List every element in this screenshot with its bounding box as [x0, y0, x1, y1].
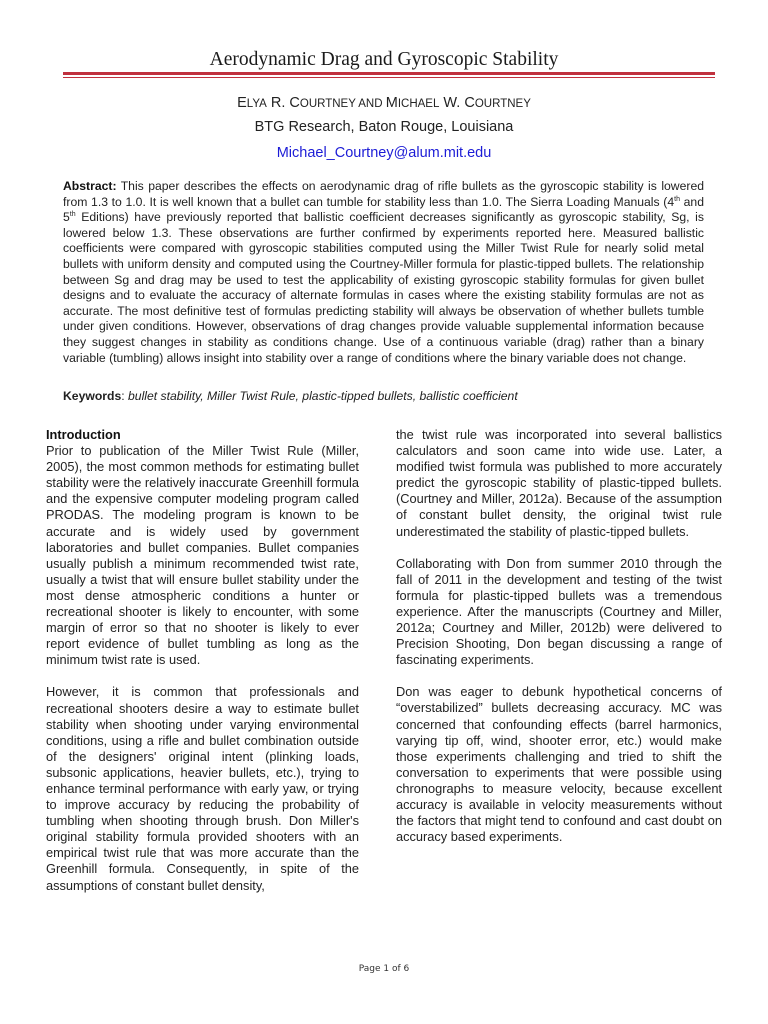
- keywords-label: Keywords: [63, 389, 122, 403]
- page-number: Page 1 of 6: [358, 964, 410, 974]
- abstract-label: Abstract:: [63, 179, 117, 193]
- author-line: ELYA R. COURTNEY AND MICHAEL W. COURTNEY: [237, 95, 531, 111]
- affiliation: BTG Research, Baton Rouge, Louisiana: [254, 119, 514, 135]
- title-rule-thin: [63, 77, 715, 78]
- author-email-link[interactable]: Michael_Courtney@alum.mit.edu: [276, 145, 492, 161]
- body-paragraph: the twist rule was incorporated into several ballistics calculators and soon came into wide use. Later, a modified twist formula was published to more accurately predict the gyroscopic stability of plastic-tipped bullets. (Courtney and Miller, 2012a). Because of the assumption of constant bullet density, the original twist rule underestimated the stability of plastic-tipped bullets.: [396, 427, 722, 539]
- abstract: Abstract: This paper describes the effects on aerodynamic drag of rifle bullets as the gyroscopic stability is lowered from 1.3 to 1.0. It is well known that a bullet can tumble for stability less than 1.0. The Sierra Loading Manuals (4th and 5th Editions) have previously reported that ballistic coefficient decreases significantly as gyroscopic stability, Sg, is lowered below 1.3. These observations are further confirmed by experiments reported here. Measured ballistic coefficients were compared with gyroscopic stabilities computed using the Miller Twist Rule for nearly solid metal bullets with uniform density and computed using the Courtney-Miller formula for plastic-tipped bullets. The relationship between Sg and drag may be used to test the applicability of existing gyroscopic stability formulas for given bullet designs and to evaluate the accuracy of alternate formulas in cases where the existing stability formulas are not as accurate. The most definitive test of formulas predicting stability will always be observation of whether bullets tumble under given conditions. However, observations of drag changes provide valuable supplemental information because they suggest changes in stability as conditions change. Use of a continuous variable (drag) rather than a binary variable (tumbling) allows insight into stability over a range of conditions where the binary variable does not change.: [63, 179, 704, 365]
- page-title: Aerodynamic Drag and Gyroscopic Stability: [209, 49, 559, 70]
- body-paragraph: However, it is common that professionals and recreational shooters desire a way to estimate bullet stability when shooting under varying environmental conditions, using a rifle and bullet combination outside of the designers' original intent (plinking loads, subsonic applications, heavier bullets, etc.), trying to enhance terminal performance with early yaw, or trying to improve accuracy by reducing the probability of tumbling when shooting through brush. Don Miller's original stability formula provided shooters with an empirical twist rule that was more accurate than the Greenhill formula. Consequently, in spite of the assumptions of constant bullet density,: [46, 684, 359, 893]
- keywords: Keywords: bullet stability, Miller Twist Rule, plastic-tipped bullets, ballistic coefficient: [63, 389, 518, 403]
- title-rule-thick: [63, 72, 715, 75]
- right-column: [396, 427, 722, 861]
- body-paragraph: Prior to publication of the Miller Twist Rule (Miller, 2005), the most common methods for estimating bullet stability were the relatively inaccurate Greenhill formula and the expensive computer modeling program called PRODAS. The modeling program is known to be accurate and is widely used by government laboratories and bullet companies. Bullet companies usually publish a minimum recommended twist rate, usually a twist that will ensure bullet stability under the most dense atmospheric conditions a hunter or recreational shooter is likely to encounter, with some margin of error so that no shooter is likely to ever report evidence of bullet tumbling as long as the minimum twist rate is used.: [46, 443, 359, 668]
- keywords-list: bullet stability, Miller Twist Rule, plastic-tipped bullets, ballistic coefficient: [128, 389, 518, 403]
- body-paragraph: Collaborating with Don from summer 2010 through the fall of 2011 in the development and testing of the twist formula for plastic-tipped bullets was a tremendous experience. After the manuscripts (Courtney and Miller, 2012a; Courtney and Miller, 2012b) were delivered to Precision Shooting, Don began discussing a range of fascinating experiments.: [396, 555, 722, 668]
- section-heading-introduction: Introduction: [46, 427, 121, 442]
- left-column: [46, 427, 359, 910]
- body-paragraph: Don was eager to debunk hypothetical concerns of “overstabilized” bullets decreasing accuracy. MC was concerned that confounding effects (barrel harmonics, varying tip off, wind, shooter error, etc.) would make those experiments challenging and tried to shift the conversation to experiments that were possible using chronographs to measure velocity, because excellent accuracy is available in velocity measurements without the factors that might tend to confound and cast doubt on accuracy based experiments.: [396, 684, 722, 845]
